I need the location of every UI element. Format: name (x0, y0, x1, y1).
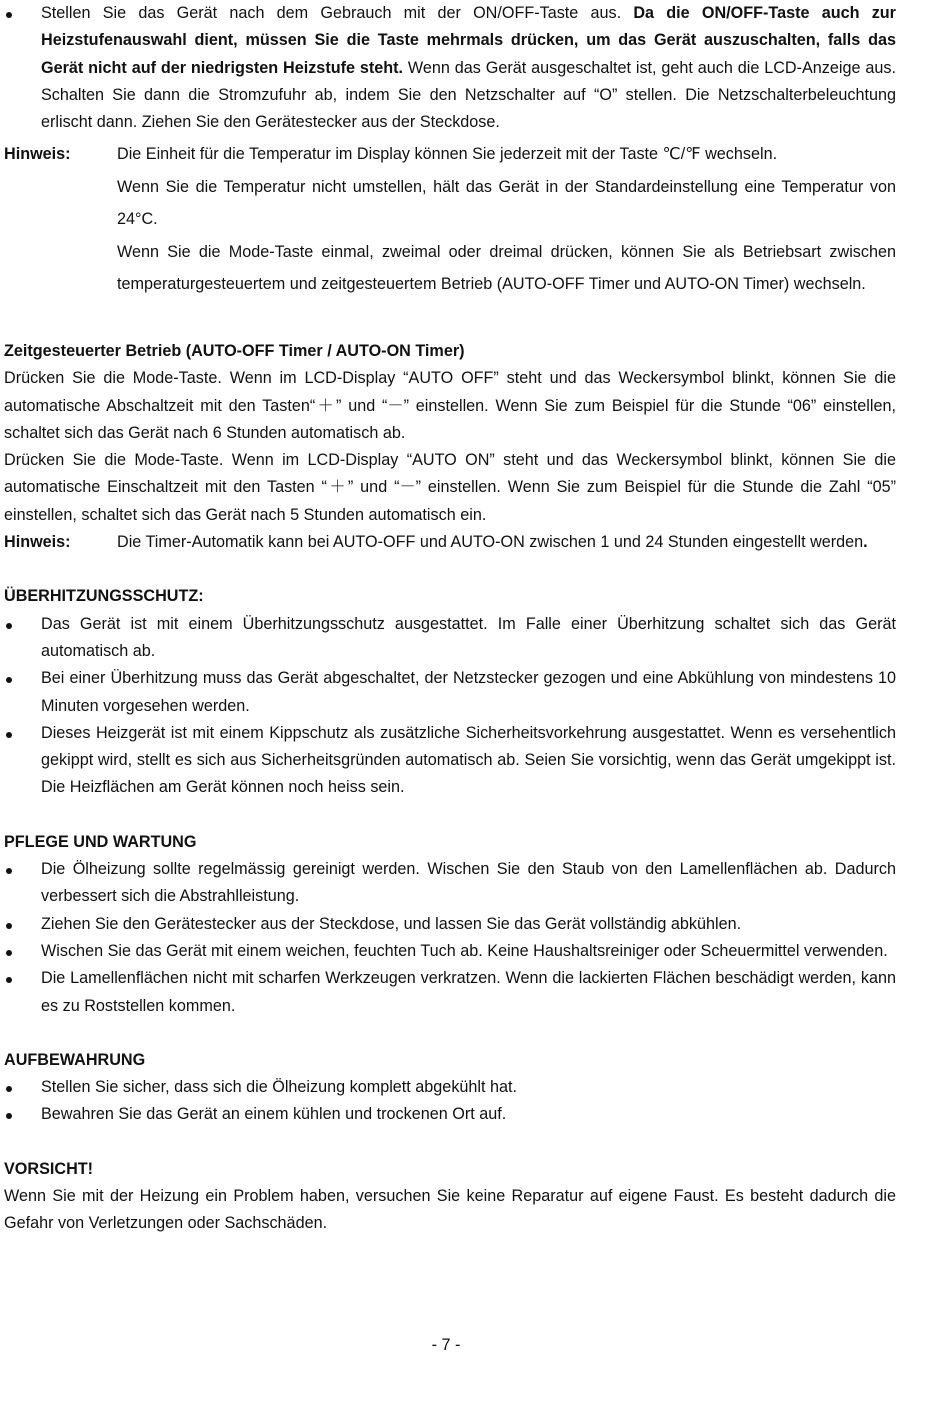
timer-hint-text (117, 529, 896, 556)
hint-block-timer (4, 529, 896, 556)
list-item (4, 938, 896, 965)
hint-block-temperature (4, 138, 896, 301)
list-item (4, 611, 896, 666)
list-item-text: Das Gerät ist mit einem Überhitzungsschutz ausgestattet. Im Falle einer Überhitzung schaltet sich das Gerät automatisch ab. (41, 614, 896, 660)
section-heading-storage: AUFBEWAHRUNG (4, 1050, 146, 1069)
list-item-text: Wischen Sie das Gerät mit einem weichen, feuchten Tuch ab. Keine Haushaltsreiniger oder Scheuermittel verwenden. (41, 941, 888, 960)
hint-label: Hinweis: (4, 533, 71, 552)
list-item-text: Bei einer Überhitzung muss das Gerät abgeschaltet, der Netzstecker gezogen und eine Abkühlung von mindestens 10 Minuten vorgesehen werden. (41, 669, 896, 715)
caution-text: Wenn Sie mit der Heizung ein Problem haben, versuchen Sie keine Reparatur auf eigene Faust. Es besteht dadurch die Gefahr von Verletzungen oder Sachschäden. (4, 1187, 896, 1233)
list-item-text: Ziehen Sie den Gerätestecker aus der Steckdose, und lassen Sie das Gerät vollständig abkühlen. (41, 914, 742, 933)
timer-paragraph-1: Drücken Sie die Mode-Taste. Wenn im LCD-Display “AUTO OFF” steht und das Weckersymbol blinkt, können Sie die automatische Abschaltzeit mit den Tasten“＋” und “－” einstellen. Wenn Sie zum Beispiel für die Stunde “06” einstellen, schaltet sich das Gerät nach 6 Stunden automatisch ab. (4, 369, 896, 442)
hint-label: Hinweis: (4, 145, 71, 164)
list-item (4, 1101, 896, 1128)
section-heading-overheat: ÜBERHITZUNGSSCHUTZ: (4, 587, 204, 606)
hint-line-2: Wenn Sie die Temperatur nicht umstellen, hält das Gerät in der Standardeinstellung eine Temperatur von 24°C. (117, 177, 896, 229)
list-item (4, 911, 896, 938)
hint-line-1: Die Einheit für die Temperatur im Display können Sie jederzeit mit der Taste ℃/℉ wechseln. (117, 145, 778, 164)
list-item-text: Die Lamellenflächen nicht mit scharfen Werkzeugen verkratzen. Wenn die lackierten Flächen beschädigt werden, kann es zu Roststellen kommen. (41, 969, 896, 1015)
page-number: - 7 - (431, 1336, 461, 1354)
list-item-text: Die Ölheizung sollte regelmässig gereinigt werden. Wischen Sie den Staub von den Lamellenflächen ab. Dadurch verbessert sich die Abstrahlleistung. (41, 860, 896, 906)
manual-page (4, 0, 896, 1238)
intro-bold-text: Da die ON/OFF-Taste auch zur Heizstufenauswahl dient, müssen Sie die Taste mehrmals drücken, um das Gerät auszuschalten, falls das Gerät nicht auf der niedrigsten Heizstufe steht. (41, 4, 896, 77)
intro-paragraph (41, 0, 896, 136)
hint-line-3: Wenn Sie die Mode-Taste einmal, zweimal oder dreimal drücken, können Sie als Betriebsart zwischen temperaturgesteuertem und zeitgesteuertem Betrieb (AUTO-OFF Timer und AUTO-ON Timer) wechseln. (117, 242, 896, 294)
timer-hint-end: . (863, 533, 868, 552)
list-item (4, 965, 896, 1020)
timer-hint-body: Die Timer-Automatik kann bei AUTO-OFF und AUTO-ON zwischen 1 und 24 Stunden eingestellt werden (117, 533, 864, 552)
section-heading-caution: VORSICHT! (4, 1159, 94, 1178)
list-item (4, 1074, 896, 1101)
list-item (4, 720, 896, 802)
list-item-text: Bewahren Sie das Gerät an einem kühlen und trockenen Ort auf. (41, 1105, 507, 1124)
list-item (4, 665, 896, 720)
list-item-text: Dieses Heizgerät ist mit einem Kippschutz als zusätzliche Sicherheitsvorkehrung ausgestattet. Wenn es versehentlich gekippt wird, stellt es sich aus Sicherheitsgründen automatisch ab. Seien Sie vorsichtig, wenn das Gerät umgekippt ist. Die Heizflächen am Gerät können noch heiss sein. (41, 723, 896, 797)
section-heading-timer: Zeitgesteuerter Betrieb (AUTO-OFF Timer / AUTO-ON Timer) (4, 341, 465, 360)
section-heading-care: PFLEGE UND WARTUNG (4, 832, 197, 851)
intro-text-2: Wenn das Gerät ausgeschaltet ist, geht auch die LCD-Anzeige aus. Schalten Sie dann die Stromzufuhr ab, indem Sie den Netzschalter auf “O” stellen. Die Netzschalterbeleuchtung erlischt dann. Ziehen Sie den Gerätestecker aus der Steckdose. (41, 58, 896, 132)
intro-bullet (4, 0, 896, 136)
list-item (4, 856, 896, 911)
intro-text-1: Stellen Sie das Gerät nach dem Gebrauch mit der ON/OFF-Taste aus. (41, 4, 634, 22)
list-item-text: Stellen Sie sicher, dass sich die Ölheizung komplett abgekühlt hat. (41, 1078, 518, 1097)
timer-paragraph-2: Drücken Sie die Mode-Taste. Wenn im LCD-Display “AUTO ON” steht und das Weckersymbol blinkt, können Sie die automatische Einschaltzeit mit den Tasten “＋” und “－” einstellen. Wenn Sie zum Beispiel für die Stunde die Zahl “05” einstellen, schaltet sich das Gerät nach 5 Stunden automatisch ein. (4, 451, 896, 524)
